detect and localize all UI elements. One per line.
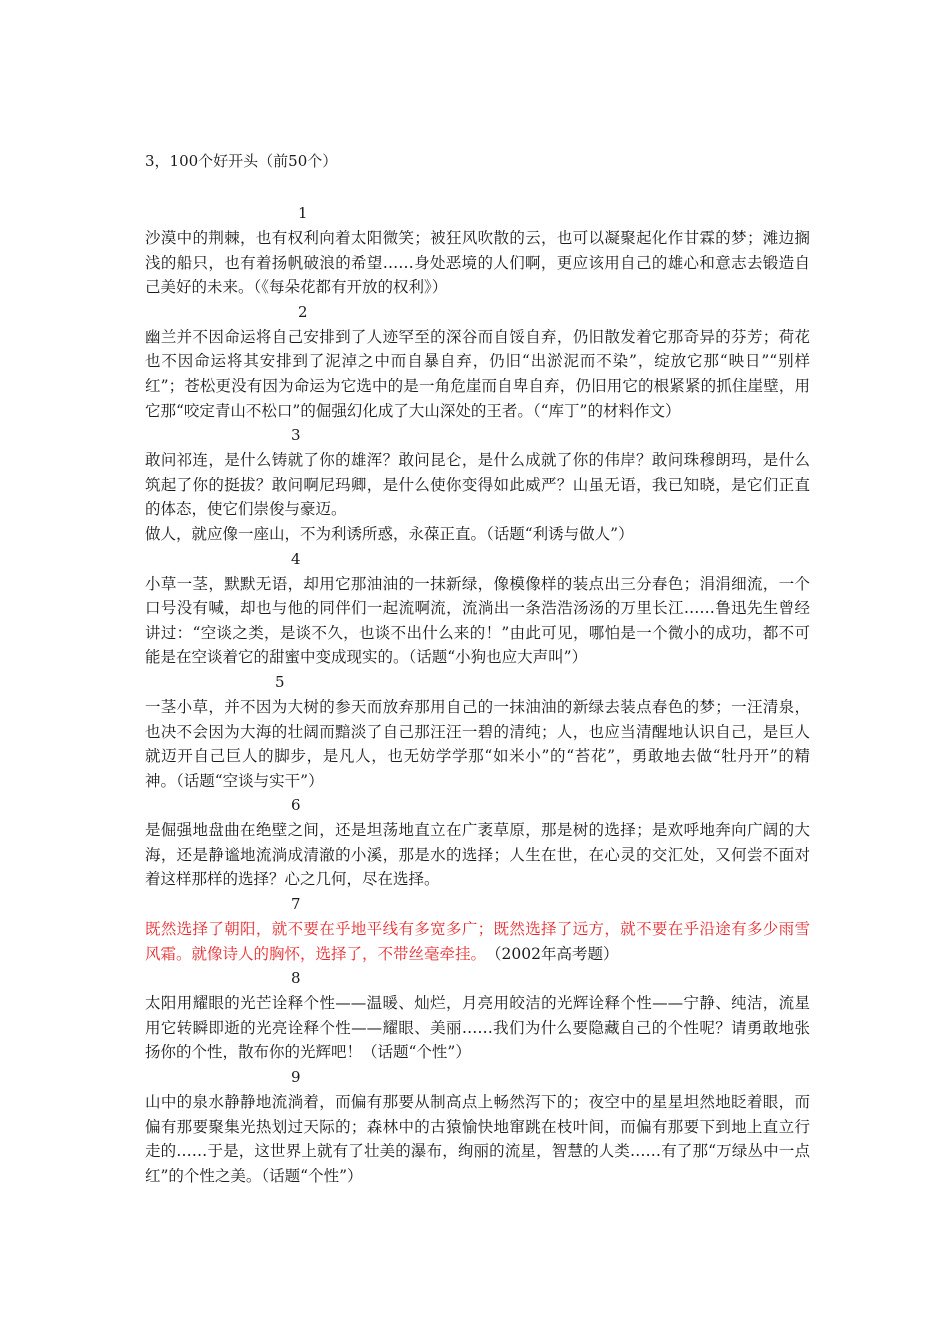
source-note: （2002年高考题） bbox=[478, 944, 619, 963]
entry-6 bbox=[145, 793, 810, 892]
entry-number: 5 bbox=[275, 672, 285, 691]
entry-paragraph: 敢问祁连，是什么铸就了你的雄浑？敢问昆仑，是什么成就了你的伟岸？敢问珠穆朗玛，是什么筑起了你的挺拔？敢问啊尼玛卿，是什么使你变得如此威严？山虽无语，我已知晓，是它们正直的体态，使它们崇俊与豪迈。 bbox=[145, 451, 810, 519]
entry-paragraph-highlighted bbox=[145, 917, 810, 966]
entry-paragraph: 一茎小草，并不因为大树的参天而放弃那用自己的一抹油油的新绿去装点春色的梦；一汪清泉，也决不会因为大海的壮阔而黯淡了自己那汪汪一碧的清纯；人，也应当清醒地认识自己，是巨人就迈开自己巨人的脚步，是凡人，也无妨学学那“如米小”的“苔花”，勇敢地去做“牡丹开”的精神。（话题“空谈与实干”） bbox=[145, 697, 810, 790]
entry-9 bbox=[145, 1065, 810, 1188]
document-title: 3，100个好开头（前50个） bbox=[145, 152, 338, 170]
entry-number: 9 bbox=[291, 1068, 301, 1087]
entry-2 bbox=[145, 300, 810, 423]
entry-number: 6 bbox=[291, 796, 301, 815]
entry-number: 3 bbox=[291, 426, 301, 445]
highlighted-text: 既然选择了朝阳，就不要在乎地平线有多宽多广；既然选择了远方，就不要在乎沿途有多少雨雪风霜。就像诗人的胸怀，选择了，不带丝毫牵挂。 bbox=[145, 920, 810, 963]
entry-5 bbox=[145, 670, 810, 793]
entry-4 bbox=[145, 547, 810, 670]
entry-paragraph: 做人，就应像一座山，不为利诱所惑，永葆正直。（话题“利诱与做人”） bbox=[145, 524, 634, 543]
entry-paragraph: 太阳用耀眼的光芒诠释个性——温暖、灿烂，月亮用皎洁的光辉诠释个性——宁静、纯洁，流星用它转瞬即逝的光亮诠释个性——耀眼、美丽……我们为什么要隐藏自己的个性呢？请勇敢地张扬你的个性，散布你的光辉吧！（话题“个性”） bbox=[145, 994, 810, 1062]
entry-3 bbox=[145, 423, 810, 546]
entry-paragraph: 是倔强地盘曲在绝壁之间，还是坦荡地直立在广袤草原，那是树的选择；是欢呼地奔向广阔的大海，还是静谧地流淌成清澈的小溪，那是水的选择；人生在世，在心灵的交汇处，又何尝不面对着这样那样的选择？心之几何，尽在选择。 bbox=[145, 821, 810, 889]
entry-number: 8 bbox=[291, 969, 301, 988]
entries-list bbox=[145, 201, 810, 1188]
entry-number: 4 bbox=[291, 549, 301, 568]
entry-paragraph: 山中的泉水静静地流淌着，而偏有那要从制高点上畅然泻下的；夜空中的星星坦然地眨着眼，而偏有那要聚集光热划过天际的；森林中的古猿愉快地窜跳在枝叶间，而偏有那要下到地上直立行走的……于是，这世界上就有了壮美的瀑布，绚丽的流星，智慧的人类……有了那“万绿丛中一点红”的个性之美。（话题“个性”） bbox=[145, 1093, 810, 1185]
entry-number: 1 bbox=[298, 204, 308, 222]
entry-paragraph: 小草一茎，默默无语，却用它那油油的一抹新绿，像模像样的装点出三分春色；涓涓细流，一个口号没有喊，却也与他的同伴们一起流啊流，流淌出一条浩浩汤汤的万里长江……鲁迅先生曾经讲过：“空谈之类，是谈不久，也谈不出什么来的！”由此可见，哪怕是一个微小的成功，都不可能是在空谈着它的甜蜜中变成现实的。（话题“小狗也应大声叫”） bbox=[145, 574, 810, 667]
entry-paragraph: 幽兰并不因命运将自己安排到了人迹罕至的深谷而自馁自弃，仍旧散发着它那奇异的芬芳；荷花也不因命运将其安排到了泥淖之中而自暴自弃，仍旧“出淤泥而不染”，绽放它那“映日”“别样红”；苍松更没有因为命运为它选中的是一角危崖而自卑自弃，仍旧用它的根紧紧的抓住崖壁，用它那“咬定青山不松口”的倔强幻化成了大山深处的王者。（“库丁”的材料作文） bbox=[145, 327, 810, 420]
entry-7 bbox=[145, 892, 810, 966]
entry-number: 2 bbox=[298, 302, 308, 321]
entry-1 bbox=[145, 201, 810, 300]
entry-number: 7 bbox=[291, 895, 301, 914]
entry-8 bbox=[145, 966, 810, 1065]
entry-paragraph: 沙漠中的荆棘，也有权利向着太阳微笑；被狂风吹散的云，也可以凝聚起化作甘霖的梦；滩边搁浅的船只，也有着扬帆破浪的希望……身处恶境的人们啊，更应该用自己的雄心和意志去锻造自己美好的未来。（《每朵花都有开放的权利》） bbox=[145, 229, 810, 297]
